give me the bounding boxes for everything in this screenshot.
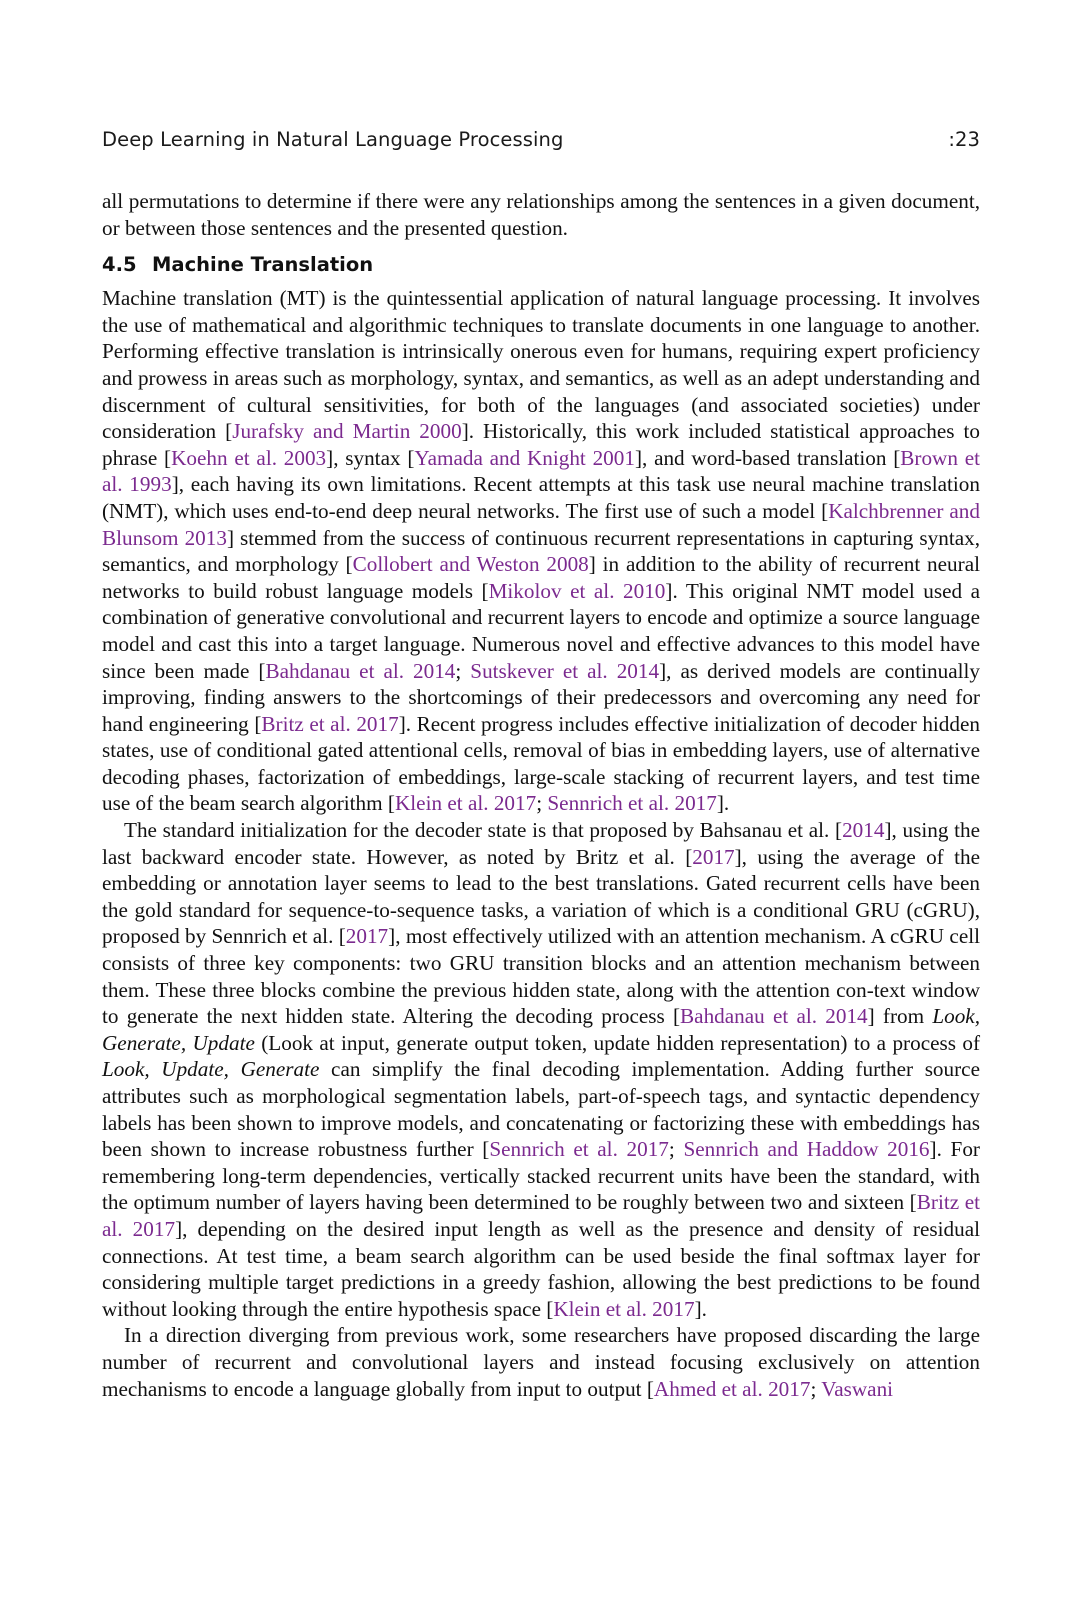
text-run: all permutations to determine if there were any relationships among the sentences in a given document, or between those sentences and the presented question. <box>102 189 980 240</box>
text-run: The standard initialization for the decoder state is that proposed by Bahsanau et al. [ <box>124 818 843 843</box>
text-run: ; <box>536 791 548 816</box>
text-run: ] stemmed from the success of continuous recurrent representations in capturing syntax, semantics, and morphology [ <box>102 525 981 577</box>
body-text <box>102 188 980 1402</box>
text-run: Machine translation (MT) is the quintessential application of natural language processing. It involves the use of mathematical and algorithmic techniques to translate documents in one language to another. Performing effective translation is intrinsically onerous even for humans, requiring expert proficiency and prowess in areas such as morphology, syntax, and semantics, as well as an adept understanding and discernment of cultural sensitivities, for both of the languages (and associated societies) under consideration [ <box>102 286 980 444</box>
citation-link[interactable]: Britz et al. 2017 <box>261 711 399 736</box>
citation-link[interactable]: Brown et al. 1993 <box>102 445 980 497</box>
text-run: ]. <box>694 1296 707 1321</box>
citation-link[interactable]: Kalchbrenner and Blunsom 2013 <box>102 498 980 550</box>
citation-link[interactable]: Bahdanau et al. 2014 <box>265 658 456 683</box>
citation-link[interactable]: Ahmed et al. 2017 <box>653 1376 811 1401</box>
citation-link[interactable]: Sennrich et al. 2017 <box>547 791 717 816</box>
text-run: ], syntax [ <box>326 445 415 470</box>
text-run: ]. For remembering long-term dependencies, vertically stacked recurrent units have been the standard, with the optimum number of layers having been determined to be roughly between two and sixteen [ <box>102 1137 980 1215</box>
text-run: (Look at input, generate output token, update hidden representation) to a process of <box>254 1030 980 1055</box>
citation-link[interactable]: Mikolov et al. 2010 <box>488 578 666 603</box>
citation-link[interactable]: 2017 <box>692 844 735 869</box>
text-run: ], using the average of the embedding or annotation layer seems to lead to the best translations. Gated recurrent cells have been the gold standard for sequence-to-sequence tasks, a variation of which is a conditional GRU (cGRU), proposed by Sennrich et al. [ <box>102 844 980 949</box>
text-run: ], depending on the desired input length as well as the presence and density of residual connections. At test time, a beam search algorithm can be used beside the final softmax layer for considering multiple target predictions in a greedy fashion, allowing the best predictions to be found without looking through the entire hypothesis space [ <box>102 1216 980 1321</box>
citation-link[interactable]: Klein et al. 2017 <box>394 791 537 816</box>
text-run: ]. Historically, this work included statistical approaches to phrase [ <box>102 419 980 470</box>
section-heading <box>102 251 980 279</box>
citation-link[interactable]: Collobert and Weston 2008 <box>352 552 589 577</box>
paragraph-2 <box>102 817 980 1322</box>
text-run: ]. <box>716 791 730 816</box>
citation-link[interactable]: Jurafsky and Martin 2000 <box>232 419 462 444</box>
text-run: can simplify the final decoding implementation. Adding further source attributes such as morphological segmentation labels, part-of-speech tags, and syntactic dependency labels has been shown to improve models, and concatenating or factorizing these with embeddings has been shown to increase robustness further [ <box>102 1057 980 1162</box>
citation-link[interactable]: Klein et al. 2017 <box>553 1296 695 1321</box>
citation-link[interactable]: Sutskever et al. 2014 <box>470 658 660 683</box>
text-run: ], most effectively utilized with an attention mechanism. A cGRU cell consists of three key components: two GRU transition blocks and an attention mechanism between them. These three blocks combine the previous hidden state, along with the attention con-text window to generate the next hidden state. Altering the decoding process [ <box>102 924 980 1029</box>
section-title: Machine Translation <box>152 253 374 277</box>
citation-link[interactable]: Sennrich et al. 2017 <box>489 1137 669 1162</box>
text-run: ]. This original NMT model used a combination of generative convolutional and recurrent layers to encode and optimize a source language model and cast this into a target language. Numerous novel and effective advances to this model have since been made [ <box>102 578 980 683</box>
text-run: ] from <box>867 1004 933 1029</box>
text-run: ], using the last backward encoder state. However, as noted by Britz et al. [ <box>102 818 980 869</box>
text-run: ; <box>810 1376 822 1401</box>
paragraph-continuation <box>102 188 980 241</box>
text-run: ; <box>455 658 471 683</box>
citation-link[interactable]: Bahdanau et al. 2014 <box>680 1004 868 1029</box>
running-header <box>102 128 980 151</box>
citation-link[interactable]: Vaswani <box>821 1376 894 1401</box>
citation-link[interactable]: 2017 <box>345 924 389 949</box>
text-run: ]. Recent progress includes effective initialization of decoder hidden states, use of conditional gated attentional cells, removal of bias in embedding layers, use of alternative decoding phases, factorization of embeddings, large-scale stacking of recurrent layers, and test time use of the beam search algorithm [ <box>102 711 980 816</box>
text-run: ], each having its own limitations. Recent attempts at this task use neural machine translation (NMT), which uses end-to-end deep neural networks. The first use of such a model [ <box>102 472 980 523</box>
paragraph-1 <box>102 285 980 817</box>
text-run: In a direction diverging from previous work, some researchers have proposed discarding the large number of recurrent and convolutional layers and instead focusing exclusively on attention mechanisms to encode a language globally from input to output [ <box>102 1323 980 1401</box>
emphasis: Look, Generate, Update <box>102 1004 980 1055</box>
paragraph-3 <box>102 1322 980 1402</box>
citation-link[interactable]: Britz et al. 2017 <box>102 1190 981 1241</box>
section-number: 4.5 <box>102 253 137 277</box>
citation-link[interactable]: Koehn et al. 2003 <box>171 445 327 470</box>
citation-link[interactable]: Yamada and Knight 2001 <box>414 445 635 470</box>
text-run: ; <box>668 1137 684 1162</box>
citation-link[interactable]: 2014 <box>842 818 885 843</box>
running-title: Deep Learning in Natural Language Processing <box>102 128 564 151</box>
page-number: :23 <box>948 128 980 151</box>
emphasis: Look, Update, Generate <box>102 1057 320 1082</box>
citation-link[interactable]: Sennrich and Haddow 2016 <box>683 1137 930 1162</box>
text-run: ] in addition to the ability of recurrent neural networks to build robust language models [ <box>102 552 980 603</box>
text-run: ], as derived models are continually improving, finding answers to the shortcomings of their predecessors and overcoming any need for hand engineering [ <box>102 658 980 736</box>
text-run: ], and word-based translation [ <box>634 445 901 470</box>
